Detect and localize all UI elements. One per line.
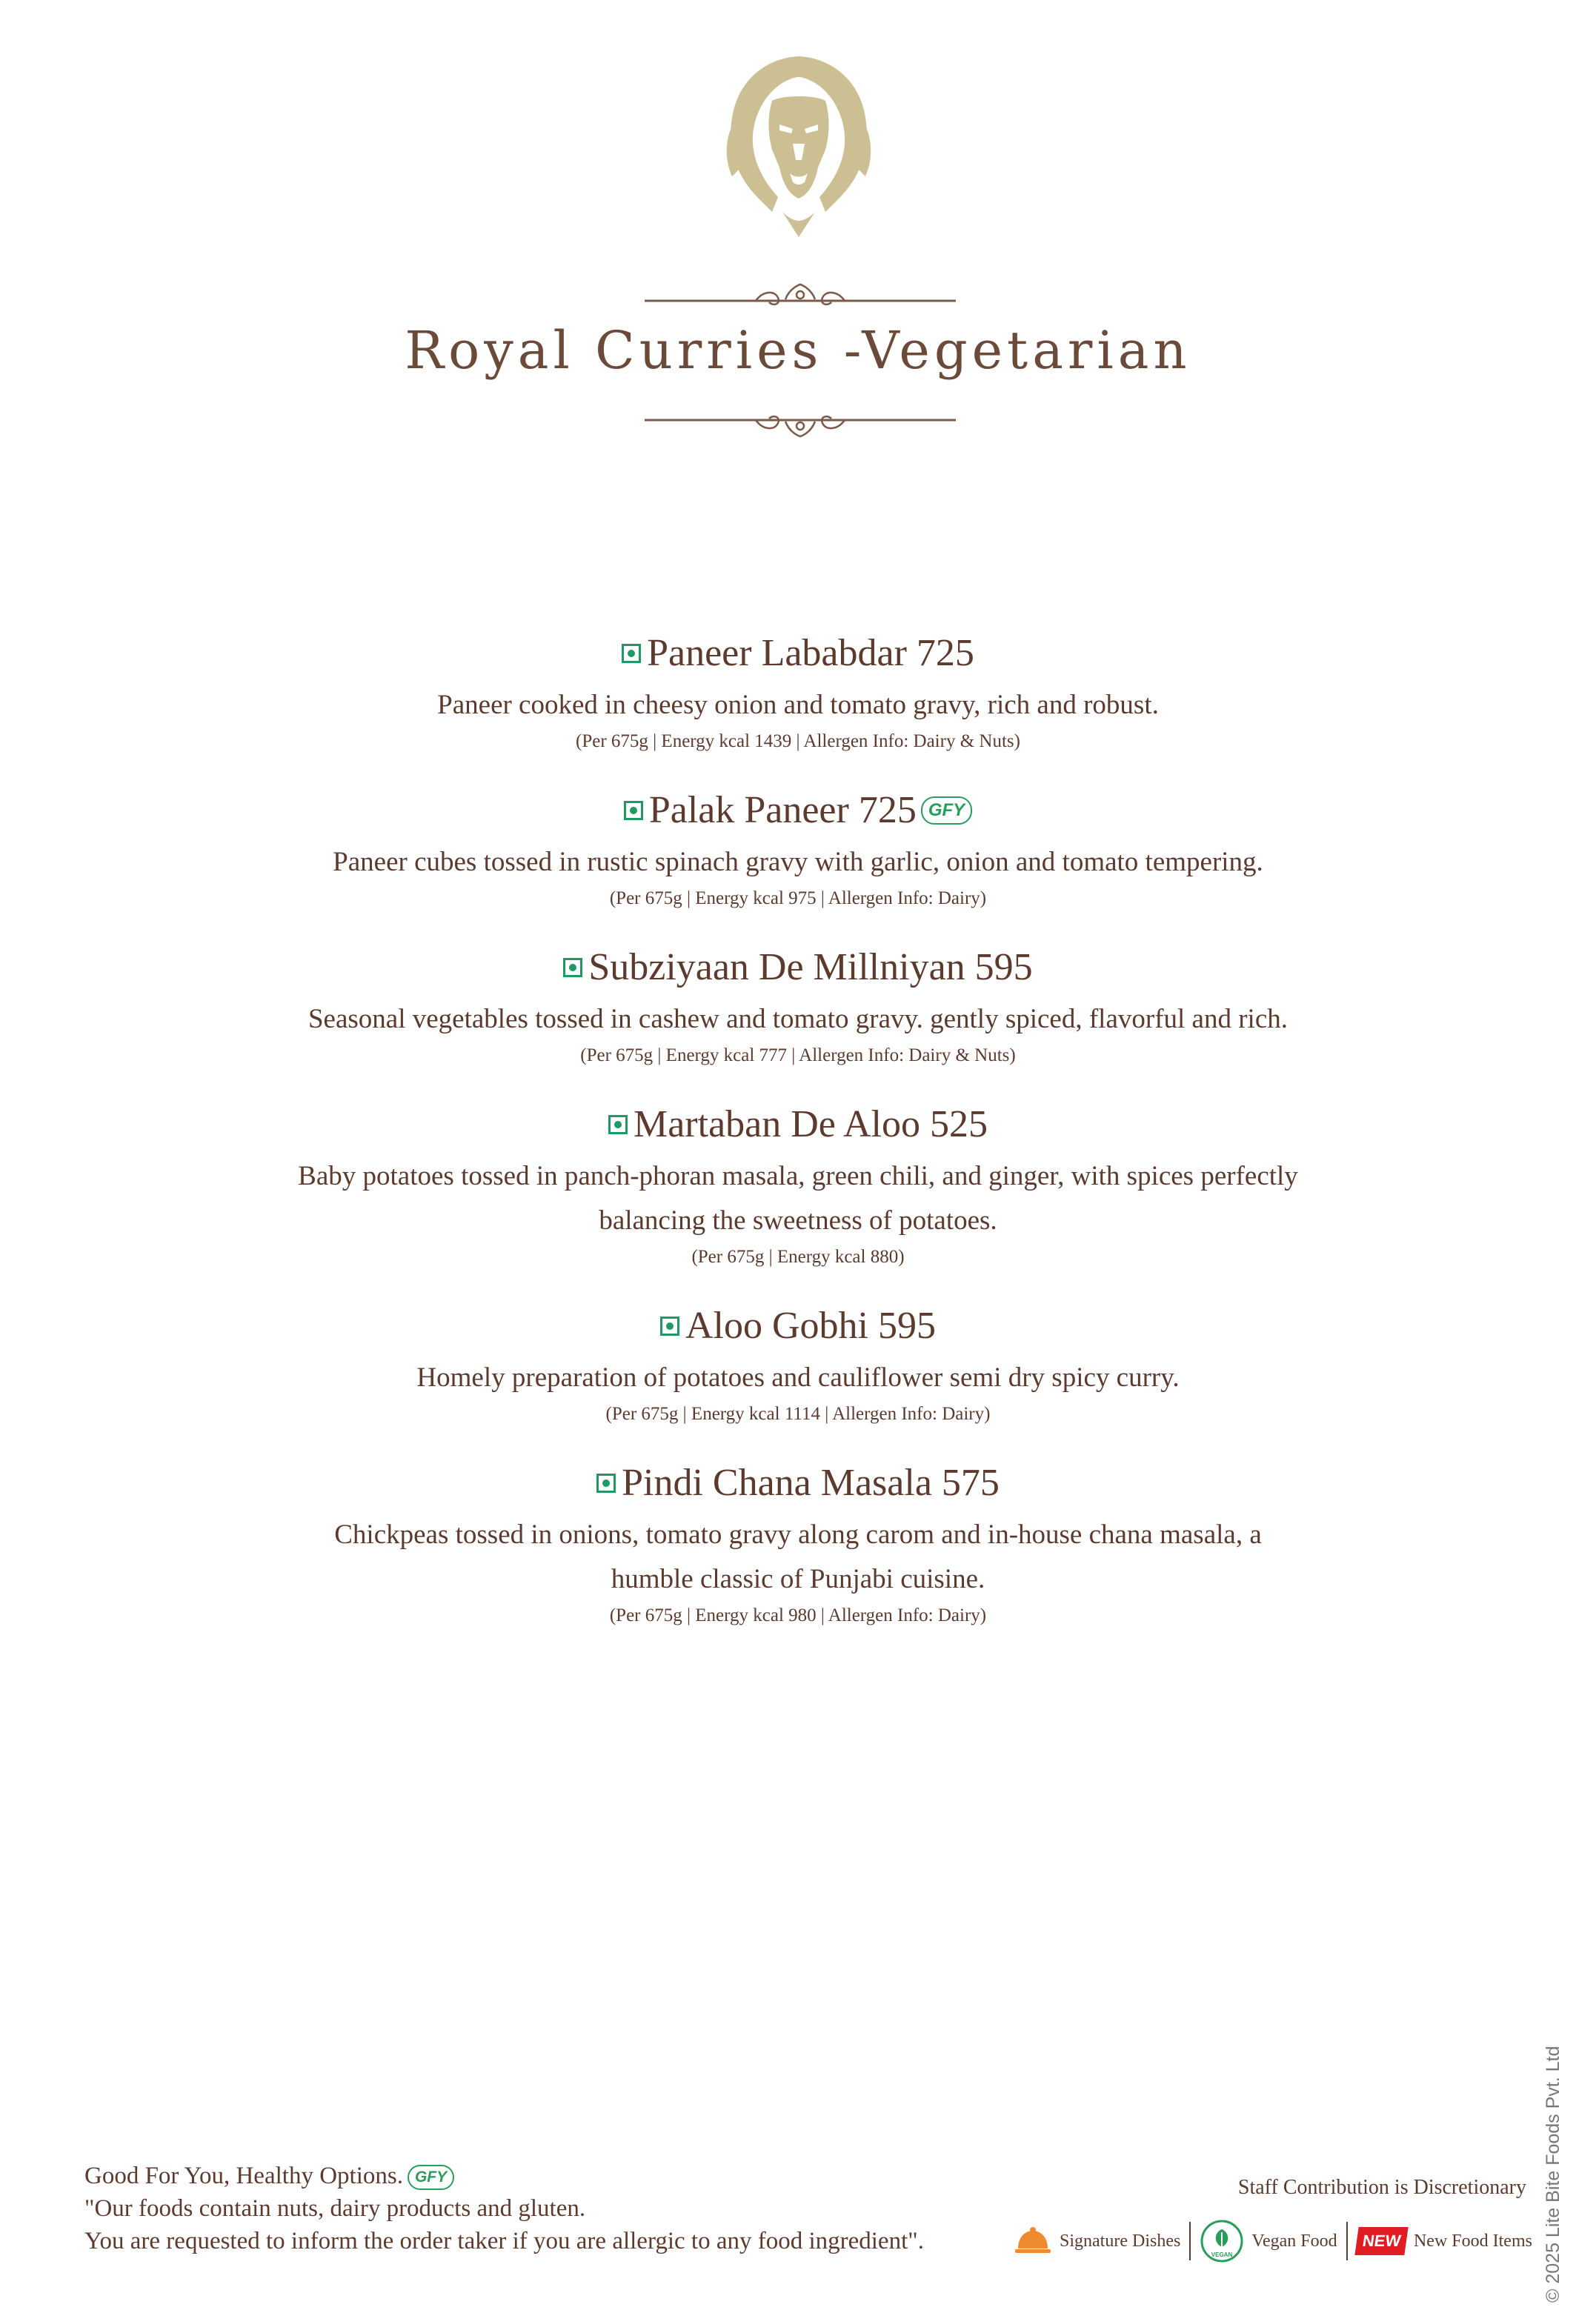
veg-mark-icon (608, 1115, 628, 1134)
gfy-badge: GFY (921, 796, 972, 825)
new-badge: NEW (1354, 2227, 1409, 2255)
menu-list (0, 630, 1596, 1661)
item-description: Chickpeas tossed in onions, tomato gravy along carom and in-house chana masala, a (334, 1520, 1262, 1550)
gfy-badge: GFY (408, 2165, 454, 2190)
vegan-badge-text: VEGAN (1211, 2251, 1233, 2258)
legend-new-label: New Food Items (1413, 2231, 1532, 2251)
item-nutrition-info: (Per 675g | Energy kcal 1114 | Allergen Info: Dairy) (605, 1404, 991, 1424)
item-name: Martaban De Aloo 525 (633, 1103, 988, 1145)
lion-logo-icon (719, 56, 879, 237)
veg-mark-icon (624, 801, 643, 820)
veg-mark-icon (660, 1317, 679, 1336)
item-description: Paneer cubes tossed in rustic spinach gravy with garlic, onion and tomato tempering. (333, 847, 1263, 877)
menu-item (0, 787, 1596, 911)
menu-item (0, 630, 1596, 754)
cloche-icon (1014, 2226, 1052, 2256)
allergen-note-line2: You are requested to inform the order taker if you are allergic to any food ingredient". (84, 2228, 924, 2254)
item-description: Seasonal vegetables tossed in cashew and tomato gravy. gently spiced, flavorful and rich. (307, 1004, 1288, 1034)
item-name: Paneer Lababdar 725 (647, 632, 974, 674)
veg-mark-icon (563, 958, 582, 977)
page-title: Royal Curries -Vegetarian (405, 320, 1191, 381)
flourish-divider-top-icon (645, 283, 956, 313)
item-name: Palak Paneer 725 (648, 789, 917, 831)
item-nutrition-info: (Per 675g | Energy kcal 980 | Allergen Info: Dairy) (609, 1605, 987, 1625)
item-description-line2: humble classic of Punjabi cuisine. (611, 1564, 985, 1594)
legend-separator (1189, 2222, 1191, 2260)
legend-vegan-label: Vegan Food (1251, 2231, 1337, 2251)
item-nutrition-info: (Per 675g | Energy kcal 975 | Allergen Info: Dairy) (609, 888, 987, 908)
menu-item (0, 1302, 1596, 1427)
item-name: Pindi Chana Masala 575 (622, 1462, 1000, 1504)
allergen-notice (84, 2160, 924, 2257)
staff-contribution-note: Staff Contribution is Discretionary (1237, 2176, 1526, 2199)
veg-mark-icon (596, 1474, 616, 1493)
item-name: Aloo Gobhi 595 (685, 1305, 936, 1347)
legend-signature-label: Signature Dishes (1060, 2231, 1181, 2251)
item-nutrition-info: (Per 675g | Energy kcal 1439 | Allergen Info: Dairy & Nuts) (576, 731, 1020, 751)
item-nutrition-info: (Per 675g | Energy kcal 777 | Allergen Info: Dairy & Nuts) (580, 1045, 1016, 1065)
menu-item (0, 1459, 1596, 1628)
item-description: Baby potatoes tossed in panch-phoran masala, green chili, and ginger, with spices perfectly (298, 1161, 1298, 1191)
legend (1014, 2219, 1532, 2263)
flourish-divider-bottom-icon (645, 410, 956, 439)
legend-separator (1346, 2222, 1348, 2260)
menu-item (0, 944, 1596, 1068)
gfy-note: Good For You, Healthy Options. (84, 2163, 403, 2189)
item-name: Subziyaan De Millniyan 595 (588, 946, 1033, 988)
item-nutrition-info: (Per 675g | Energy kcal 880) (691, 1247, 905, 1267)
item-description-line2: balancing the sweetness of potatoes. (599, 1205, 997, 1236)
veg-mark-icon (622, 644, 641, 663)
allergen-note-line1: "Our foods contain nuts, dairy products and gluten. (84, 2195, 586, 2222)
menu-item (0, 1101, 1596, 1270)
item-description: Paneer cooked in cheesy onion and tomato gravy, rich and robust. (437, 690, 1159, 720)
copyright-text: © 2025 Lite Bite Foods Pvt. Ltd (1543, 2046, 1563, 2303)
vegan-leaf-icon (1200, 2219, 1244, 2263)
item-description: Homely preparation of potatoes and cauliflower semi dry spicy curry. (416, 1362, 1180, 1393)
